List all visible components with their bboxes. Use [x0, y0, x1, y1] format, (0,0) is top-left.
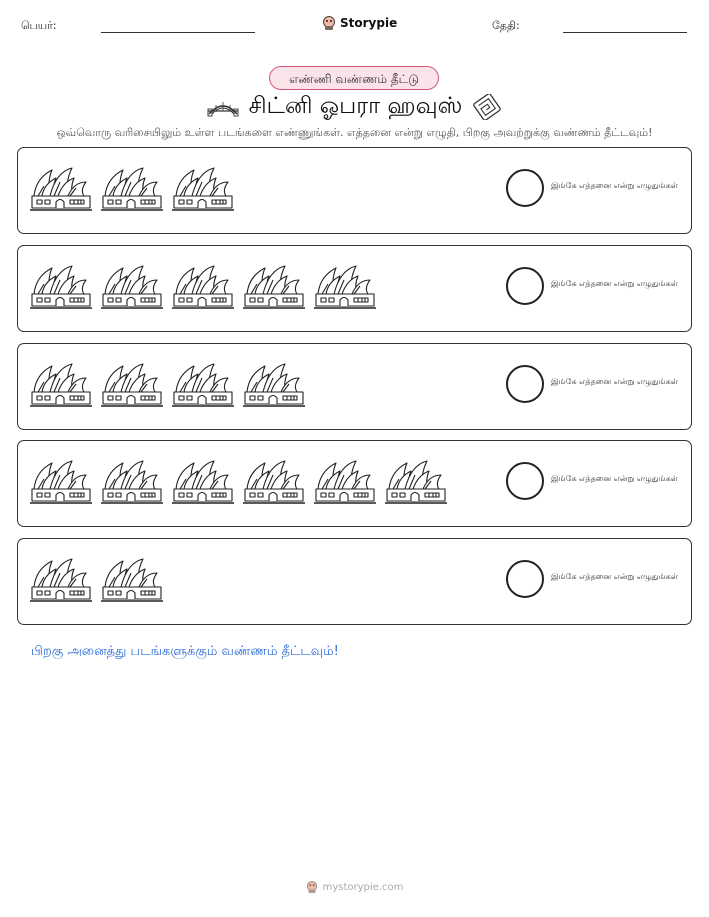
row-pictures	[30, 360, 305, 410]
activity-badge: எண்ணி வண்ணம் தீட்டு	[269, 66, 439, 90]
opera-house-icon	[30, 457, 92, 507]
answer-hint: இங்கே எத்தனை என்று எழுதுங்கள்	[551, 377, 678, 386]
opera-house-icon	[101, 262, 163, 312]
opera-house-icon	[385, 457, 447, 507]
opera-house-icon	[101, 457, 163, 507]
count-row-1	[17, 147, 692, 234]
instructions: ஒவ்வொரு வரிசையிலும் உள்ள படங்களை எண்ணுங்கள். எத்தனை என்று எழுதி, பிறகு அவற்றுக்கு வண்ணம் தீட்டவும்!	[56, 126, 653, 139]
opera-house-icon	[101, 555, 163, 605]
opera-house-icon	[314, 262, 376, 312]
opera-house-icon	[243, 360, 305, 410]
opera-house-icon	[172, 262, 234, 312]
answer-circle[interactable]	[506, 365, 544, 403]
worksheet-header	[0, 0, 709, 50]
site-url: mystorypie.com	[322, 881, 404, 893]
opera-house-icon	[30, 262, 92, 312]
opera-house-icon	[243, 262, 305, 312]
title-row	[0, 90, 709, 124]
answer-circle[interactable]	[506, 169, 544, 207]
name-label: பெயர்:	[21, 19, 57, 32]
opera-house-icon	[101, 360, 163, 410]
row-pictures	[30, 164, 234, 214]
page-title: சிட்னி ஓபரா ஹவுஸ்	[248, 92, 463, 119]
opera-house-icon	[172, 457, 234, 507]
answer-circle[interactable]	[506, 462, 544, 500]
row-pictures	[30, 457, 447, 507]
opera-house-icon	[314, 457, 376, 507]
opera-house-icon	[243, 457, 305, 507]
opera-house-icon	[101, 164, 163, 214]
count-row-2	[17, 245, 692, 332]
storypie-logo	[322, 12, 397, 34]
storypie-mascot-icon	[306, 880, 318, 894]
footer-note: பிறகு அனைத்து படங்களுக்கும் வண்ணம் தீட்டவும்!	[31, 644, 339, 659]
answer-hint: இங்கே எத்தனை என்று எழுதுங்கள்	[551, 572, 678, 581]
opera-house-icon	[30, 164, 92, 214]
date-write-line[interactable]	[563, 32, 687, 33]
opera-house-icon	[30, 360, 92, 410]
row-pictures	[30, 555, 163, 605]
count-row-5	[17, 538, 692, 625]
brand-name: Storypie	[340, 16, 398, 30]
answer-hint: இங்கே எத்தனை என்று எழுதுங்கள்	[551, 474, 678, 483]
answer-hint: இங்கே எத்தனை என்று எழுதுங்கள்	[551, 181, 678, 190]
name-write-line[interactable]	[101, 32, 255, 33]
opera-house-icon	[172, 360, 234, 410]
answer-hint: இங்கே எத்தனை என்று எழுதுங்கள்	[551, 279, 678, 288]
date-label: தேதி:	[492, 19, 520, 32]
answer-circle[interactable]	[506, 560, 544, 598]
maze-icon	[472, 94, 502, 120]
harbour-bridge-icon	[207, 96, 239, 118]
site-footer	[0, 880, 709, 894]
answer-circle[interactable]	[506, 267, 544, 305]
opera-house-icon	[172, 164, 234, 214]
opera-house-icon	[30, 555, 92, 605]
count-row-4	[17, 440, 692, 527]
row-pictures	[30, 262, 376, 312]
storypie-mascot-icon	[322, 15, 336, 31]
count-row-3	[17, 343, 692, 430]
